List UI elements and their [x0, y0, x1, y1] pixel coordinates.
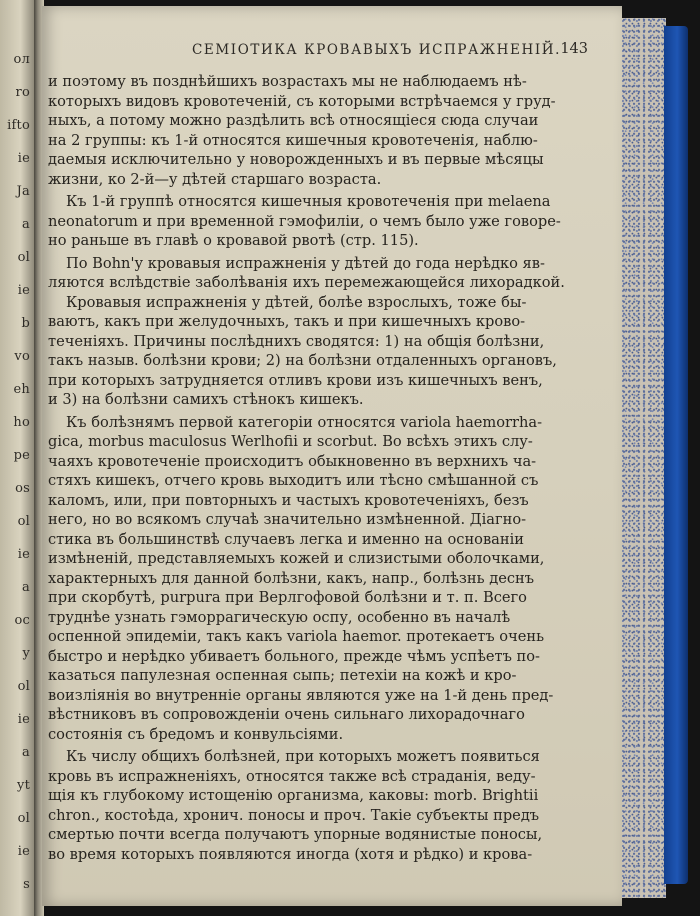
text-line: ныхъ, а потому можно раздѣлить всѣ относящіеся сюда случаи: [48, 112, 539, 129]
left-page-fragment: ol: [17, 679, 30, 694]
text-line: на 2 группы: къ 1-й относятся кишечныя кровотеченія, наблю-: [48, 131, 538, 149]
book-page: [42, 6, 622, 906]
text-line: жизни, ко 2-й—у дѣтей старшаго возраста.: [48, 170, 382, 188]
left-page-fragment: ie: [17, 712, 30, 727]
left-page-fragment: ol: [17, 811, 30, 826]
text-line: труднѣе узнать гэморрагическую оспу, особенно въ началѣ: [48, 608, 511, 626]
text-line: стика въ большинствѣ случаевъ легка и именно на основаніи: [48, 530, 524, 548]
text-line: чаяхъ кровотеченіе происходитъ обыкновенно въ верхнихъ ча-: [48, 452, 537, 470]
left-page-fragment: a: [22, 580, 30, 595]
text-line: chron., костоѣда, хронич. поносы и проч. Такіе субъекты предъ: [48, 806, 540, 824]
text-line: при которыхъ затрудняется отливъ крови изъ кишечныхъ венъ,: [48, 371, 543, 389]
text-line: воизліянія во внутренніе органы являются уже на 1-й день пред-: [48, 686, 554, 704]
text-line: Къ болѣзнямъ первой категоріи относятся variola haemorrha-: [66, 413, 543, 431]
left-page-fragment: pe: [13, 448, 30, 463]
left-page-fragment: oc: [14, 613, 30, 628]
text-line: измѣненій, представляемыхъ кожей и слизистыми оболочками,: [48, 550, 545, 567]
text-line: состоянія съ бредомъ и конвульсіями.: [48, 725, 344, 743]
page-block-edge: [618, 18, 666, 898]
left-page-fragment: yt: [17, 778, 30, 793]
text-line: даемыя исключительно у новорожденныхъ и въ первые мѣсяцы: [48, 151, 544, 168]
text-line: gica, morbus maculosus Werlhofii и scorbut. Во всѣхъ этихъ слу-: [48, 433, 533, 450]
page-number: 143: [560, 41, 588, 57]
left-page-fragment: os: [15, 481, 30, 496]
left-page-fragment: ол: [13, 52, 30, 67]
left-page-fragment: b: [21, 316, 30, 331]
left-page-fragment: ho: [13, 415, 30, 430]
left-page-fragment: s: [23, 877, 30, 892]
left-page-fragment: a: [22, 745, 30, 760]
text-line: вѣстниковъ въ сопровожденіи очень сильнаго лихорадочнаго: [48, 706, 525, 723]
text-line: него, но во всякомъ случаѣ значительно измѣненной. Діагно-: [48, 511, 527, 528]
text-line: Къ числу общихъ болѣзней, при которыхъ можетъ появиться: [66, 748, 540, 765]
left-page-fragment: a: [22, 217, 30, 232]
left-page-fragment: y: [22, 646, 30, 661]
text-line: стяхъ кишекъ, отчего кровь выходитъ или тѣсно смѣшанной съ: [48, 472, 539, 489]
left-page-fragment: Ja: [16, 184, 30, 199]
text-line: характерныхъ для данной болѣзни, какъ, напр., болѣзнь деснъ: [48, 569, 535, 587]
text-line: но раньше въ главѣ о кровавой рвотѣ (стр. 115).: [48, 232, 419, 249]
left-page-fragment: ol: [17, 514, 30, 529]
text-line: которыхъ видовъ кровотеченій, съ которыми встрѣчаемся у груд-: [48, 92, 556, 110]
left-page-fragment: ifto: [7, 118, 30, 133]
left-page-edge: [0, 0, 34, 916]
text-line: казаться папулезная оспенная сыпь; петехіи на кожѣ и кро-: [48, 667, 517, 684]
left-page-fragment: ro: [15, 85, 30, 100]
text-line: во время которыхъ появляются иногда (хотя и рѣдко) и крова-: [48, 845, 533, 863]
text-line: каломъ, или, при повторныхъ и частыхъ кровотеченіяхъ, безъ: [48, 491, 529, 509]
left-page-fragment: vo: [14, 349, 30, 364]
left-page-fragment: ie: [17, 547, 30, 562]
left-page-fragment: ol: [17, 250, 30, 265]
text-line: По Bohn'у кровавыя испражненія у дѣтей до года нерѣдко яв-: [66, 254, 545, 272]
text-line: быстро и нерѣдко убиваетъ больного, прежде чѣмъ успѣетъ по-: [48, 647, 540, 665]
text-line: neonatorum и при временной гэмофиліи, о чемъ было уже говоре-: [48, 212, 561, 230]
left-page-fragment: ie: [17, 844, 30, 859]
text-line: ляются вслѣдствіе заболѣванія ихъ перемежающейся лихорадкой.: [48, 274, 565, 291]
body-text: [48, 72, 608, 864]
text-line: смертью почти всегда получаютъ упорные водянистые поносы,: [48, 826, 543, 843]
text-line: ваютъ, какъ при желудочныхъ, такъ и при кишечныхъ крово-: [48, 313, 526, 330]
text-line: кровь въ испражненіяхъ, относятся также всѣ страданія, веду-: [48, 767, 536, 785]
text-line: и поэтому въ позднѣйшихъ возрастахъ мы не наблюдаемъ нѣ-: [48, 73, 527, 90]
running-head: [82, 42, 602, 64]
text-line: оспенной эпидеміи, такъ какъ variola haemor. протекаетъ очень: [48, 628, 545, 645]
text-line: такъ назыв. болѣзни крови; 2) на болѣзни отдаленныхъ органовъ,: [48, 352, 557, 369]
text-line: щія къ глубокому истощенію организма, каковы: morb. Brightii: [48, 787, 539, 804]
left-page-fragment: ie: [17, 151, 30, 166]
text-line: Кровавыя испражненія у дѣтей, болѣе взрослыхъ, тоже бы-: [66, 293, 527, 311]
text-line: и 3) на болѣзни самихъ стѣнокъ кишекъ.: [48, 391, 364, 408]
text-line: теченіяхъ. Причины послѣднихъ сводятся: 1) на общія болѣзни,: [48, 332, 545, 350]
text-line: при скорбутѣ, purpura при Верлгофовой болѣзни и т. п. Всего: [48, 589, 527, 606]
left-page-fragment: ie: [17, 283, 30, 298]
left-page-fragment: eh: [13, 382, 30, 397]
text-line: Къ 1-й группѣ относятся кишечныя кровотеченія при melaena: [66, 193, 551, 210]
running-title: СЕМІОТИКА КРОВАВЫХЪ ИСПРАЖНЕНІЙ.: [192, 42, 562, 58]
blue-cover-edge: [664, 26, 688, 884]
